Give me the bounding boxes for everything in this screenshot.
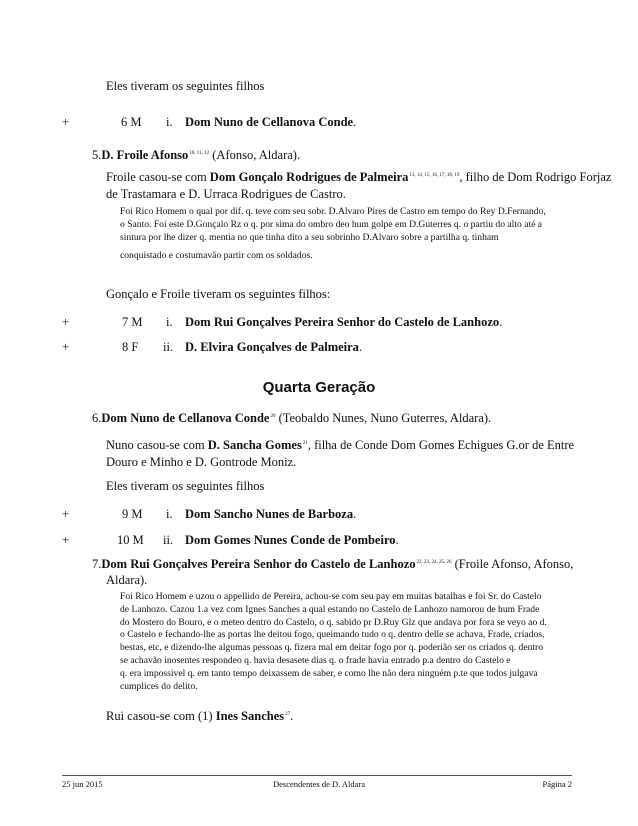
person-name: Dom Nuno de Cellanova Conde (101, 411, 270, 425)
generation-heading: Quarta Geração (262, 379, 376, 396)
child-roman: ii. (163, 340, 174, 354)
child-entry: Dom Rui Gonçalves Pereira Senhor do Castelo de Lanhozo. (185, 315, 503, 329)
descendant-marker: + (62, 340, 70, 354)
biographical-note: Foi Rico Homem o qual por dif. q. teve com seu sobr. D.Alvaro Pires de Castro em tempo do Rey D.Fernando, o Santo. Foi este D.Gonçalo Rz o q. por sima do ombro deo hum golpe em D.Guterres q. o partiu do alto até a sintura por lhe dizer q. mentia no que tinha dito a seu sobrinho D.Alvaro sobre a partilha q. tinham conquistado e costumavão partir com os soldados. (120, 206, 546, 262)
marriage-line: Froile casou-se com Dom Gonçalo Rodrigues de Palmeira$^{13, 14, 15, 16, 17, 18, 19}$, filho de Dom Rodrigo Forjaz (106, 170, 612, 184)
child-name: Dom Sancho Nunes de Barboza (185, 507, 354, 521)
person-number: 5. (92, 148, 102, 162)
person-entry-cont: Aldara). (106, 573, 148, 587)
descendant-marker: + (62, 115, 70, 129)
child-entry: Dom Nuno de Cellanova Conde. (185, 115, 357, 129)
person-entry: 7.Dom Rui Gonçalves Pereira Senhor do Castelo de Lanhozo$^{22, 23, 24, 25, 26}$ (Froile Afonso, Afonso, (92, 557, 574, 571)
person-number: 7. (92, 557, 102, 571)
child-number: 6 M (121, 115, 142, 129)
source-refs: 22, 23, 24, 25, 26 (416, 559, 452, 565)
descendant-marker: + (62, 315, 70, 329)
child-name: D. Elvira Gonçalves de Palmeira (185, 340, 359, 354)
person-number: 6. (92, 411, 102, 425)
children-intro: Gonçalo e Froile tiveram os seguintes filhos: (106, 287, 331, 301)
source-refs: 21 (302, 440, 308, 446)
source-refs: 13, 14, 15, 16, 17, 18, 19 (409, 172, 460, 178)
children-intro: Eles tiveram os seguintes filhos (106, 479, 265, 493)
child-roman: i. (166, 115, 173, 129)
spouse-name: D. Sancha Gomes (207, 438, 302, 452)
child-number: 8 F (122, 340, 139, 354)
footer-date: 25 jun 2015 (62, 779, 103, 789)
child-entry: D. Elvira Gonçalves de Palmeira. (185, 340, 363, 354)
spouse-name: Dom Gonçalo Rodrigues de Palmeira (209, 170, 409, 184)
source-refs: 10, 11, 12 (189, 150, 210, 156)
biographical-note: Foi Rico Homem e uzou o appellido de Pereira, achou-se com seu pay em muitas batalhas e foi Sr. do Castelo de Lanhozo. Cazou 1.a vez com Ignes Sanches a qual estando no Castelo de Lanhozo namorou de hum Frade do Mostero do Bouro, e o meteo dentro do Castelo, o q. sabido pr D.Ruy Glz que andava por fora se veyo ao d. o Castelo e fechando-lhe as portas lhe deitou fogo, queimando tudo o q. dentro delle se achava, Frade, criados, bestas, etc, e dizendo-lhe algumas pessoas q. fizera mal em deitar fogo por q. poderião ser os criados q. dentro se achavão inosentes respondeo q. havia desasete dias q. o frade havia entrado p.a dentro do Castelo e q. era impossivel q. em tanto tempo deixassem de saber, e como lhe não dera ninguém p.te que todos julgava cumplices do delito. (120, 591, 547, 692)
child-number: 9 M (122, 507, 143, 521)
child-name: Dom Rui Gonçalves Pereira Senhor do Castelo de Lanhozo (185, 315, 500, 329)
footer-title: Descendentes de D. Aldara (272, 779, 366, 789)
person-entry: 6.Dom Nuno de Cellanova Conde$^{20}$ (Teobaldo Nunes, Nuno Guterres, Aldara). (92, 411, 492, 425)
child-number: 10 M (117, 533, 144, 547)
descendant-marker: + (62, 507, 70, 521)
source-refs: 20 (270, 413, 276, 419)
marriage-line-cont: Douro e Minho e D. Gontrode Moniz. (106, 455, 297, 469)
person-name: D. Froile Afonso (101, 148, 189, 162)
child-number: 7 M (122, 315, 143, 329)
child-roman: i. (166, 315, 173, 329)
child-entry: Dom Gomes Nunes Conde de Pombeiro. (185, 533, 399, 547)
child-name: Dom Gomes Nunes Conde de Pombeiro (185, 533, 396, 547)
person-name: Dom Rui Gonçalves Pereira Senhor do Castelo de Lanhozo (101, 557, 416, 571)
person-entry: 5.D. Froile Afonso$^{10, 11, 12}$ (Afonso, Aldara). (92, 148, 301, 162)
footer-divider (62, 775, 572, 776)
child-name: Dom Nuno de Cellanova Conde (185, 115, 354, 129)
marriage-line: Rui casou-se com (1) Ines Sanches$^{27}$. (106, 709, 294, 723)
footer-page-number: Página 2 (542, 779, 572, 789)
source-refs: 27 (285, 711, 291, 717)
child-roman: ii. (163, 533, 174, 547)
descendant-marker: + (62, 533, 70, 547)
children-intro: Eles tiveram os seguintes filhos (106, 79, 265, 93)
marriage-line-cont: de Trastamara e D. Urraca Rodrigues de Castro. (106, 187, 346, 201)
spouse-name: Ines Sanches (215, 709, 285, 723)
child-entry: Dom Sancho Nunes de Barboza. (185, 507, 357, 521)
marriage-line: Nuno casou-se com D. Sancha Gomes$^{21}$, filha de Conde Dom Gomes Echigues G.or de Entre (106, 438, 575, 452)
child-roman: i. (166, 507, 173, 521)
